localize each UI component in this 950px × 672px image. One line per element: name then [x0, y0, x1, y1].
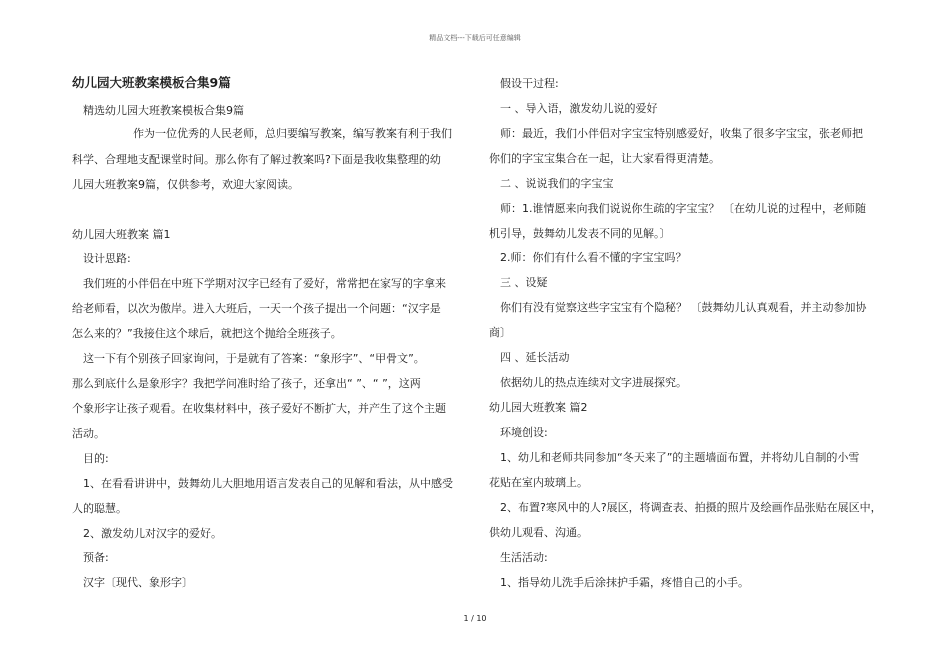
intro-line: 科学、合理地支配课堂时间。那么你有了解过教案吗?下面是我收集整理的幼	[72, 153, 441, 166]
life-label: 生活活动:	[500, 551, 548, 564]
env-label: 环境创设:	[500, 426, 548, 439]
paragraph-line: 给老师看，以次为傲岸。进入大班后，一天一个孩子提出一个问题：“汉字是	[72, 302, 441, 315]
paragraph-line: 你们有没有觉察这些字宝宝有个隐秘？ 〔鼓舞幼儿认真观看，并主动参加协	[500, 301, 867, 314]
goal-item: 人的聪慧。	[72, 502, 127, 515]
paragraph-line: 商〕	[489, 326, 511, 339]
page-number: 1 / 10	[463, 614, 487, 623]
process-label: 假设干过程:	[500, 77, 559, 90]
life-item: 1、指导幼儿洗手后涂抹护手霜，疼惜自己的小手。	[500, 576, 749, 589]
paragraph-line: 那么到底什么是象形字？我把学问准时给了孩子，还拿出“ ”、“ ”，这两	[72, 377, 421, 390]
intro-line: 作为一位优秀的人民老师，总归要编写教案，编写教案有利于我们	[133, 127, 452, 140]
paragraph-line: 依据幼儿的热点连续对文字进展探究。	[500, 376, 687, 389]
paragraph-line: 你们的字宝宝集合在一起，让大家看得更清楚。	[489, 152, 720, 165]
paragraph-line: 怎么来的？”我接住这个球后，就把这个抛给全班孩子。	[72, 327, 342, 340]
paragraph-line: 这一下有个别孩子回家询问，于是就有了答案：“象形字”、“甲骨文”。	[83, 352, 425, 365]
paragraph-line: 师：1.谁情愿来向我们说说你生疏的字宝宝？ 〔在幼儿说的过程中，老师随	[500, 202, 866, 215]
document-title: 幼儿园大班教案模板合集9篇	[72, 75, 231, 90]
prep-label: 预备:	[83, 551, 109, 564]
page-header: 精品文档---下载后可任意编辑	[429, 34, 521, 42]
step-heading: 一 、导入语，激发幼儿说的爱好	[500, 102, 658, 115]
step-heading: 三 、设疑	[500, 276, 548, 289]
env-item: 供幼儿观看、沟通。	[489, 526, 588, 539]
env-item: 1、幼儿和老师共同参加“冬天来了”的主题墙面布置，并将幼儿自制的小雪	[500, 451, 860, 464]
intro-line: 儿园大班教案9篇，仅供参考，欢迎大家阅读。	[72, 178, 299, 191]
step-heading: 四 、延长活动	[500, 351, 570, 364]
paragraph-line: 我们班的小伴侣在中班下学期对汉字已经有了爱好，常常把在家写的字拿来	[83, 277, 446, 290]
step-heading: 二 、说说我们的字宝宝	[500, 177, 614, 190]
paragraph-line: 机引导，鼓舞幼儿发表不同的见解。〕	[489, 227, 671, 240]
design-label: 设计思路:	[83, 252, 131, 265]
env-item: 花贴在室内玻璃上。	[489, 476, 588, 489]
paragraph-line: 师：最近，我们小伴侣对字宝宝特别感爱好，收集了很多字宝宝，张老师把	[500, 127, 863, 140]
paragraph-line: 活动。	[72, 427, 105, 440]
section-heading: 幼儿园大班教案 篇2	[489, 401, 588, 414]
section-heading: 幼儿园大班教案 篇1	[72, 228, 171, 241]
goal-item: 1、在看看讲讲中，鼓舞幼儿大胆地用语言发表自己的见解和看法，从中感受	[83, 477, 453, 490]
subtitle: 精选幼儿园大班教案模板合集9篇	[83, 104, 244, 117]
env-item: 2、布置?寒风中的人?展区，将调查表、拍摄的照片及绘画作品张贴在展区中，	[500, 501, 882, 514]
paragraph-line: 2.师：你们有什么看不懂的字宝宝吗？	[500, 251, 687, 264]
goal-item: 2、激发幼儿对汉字的爱好。	[83, 527, 222, 540]
paragraph-line: 个象形字让孩子观看。在收集材料中，孩子爱好不断扩大，并产生了这个主题	[72, 402, 446, 415]
goal-label: 目的:	[83, 452, 109, 465]
prep-item: 汉字〔现代、象形字〕	[83, 576, 193, 589]
